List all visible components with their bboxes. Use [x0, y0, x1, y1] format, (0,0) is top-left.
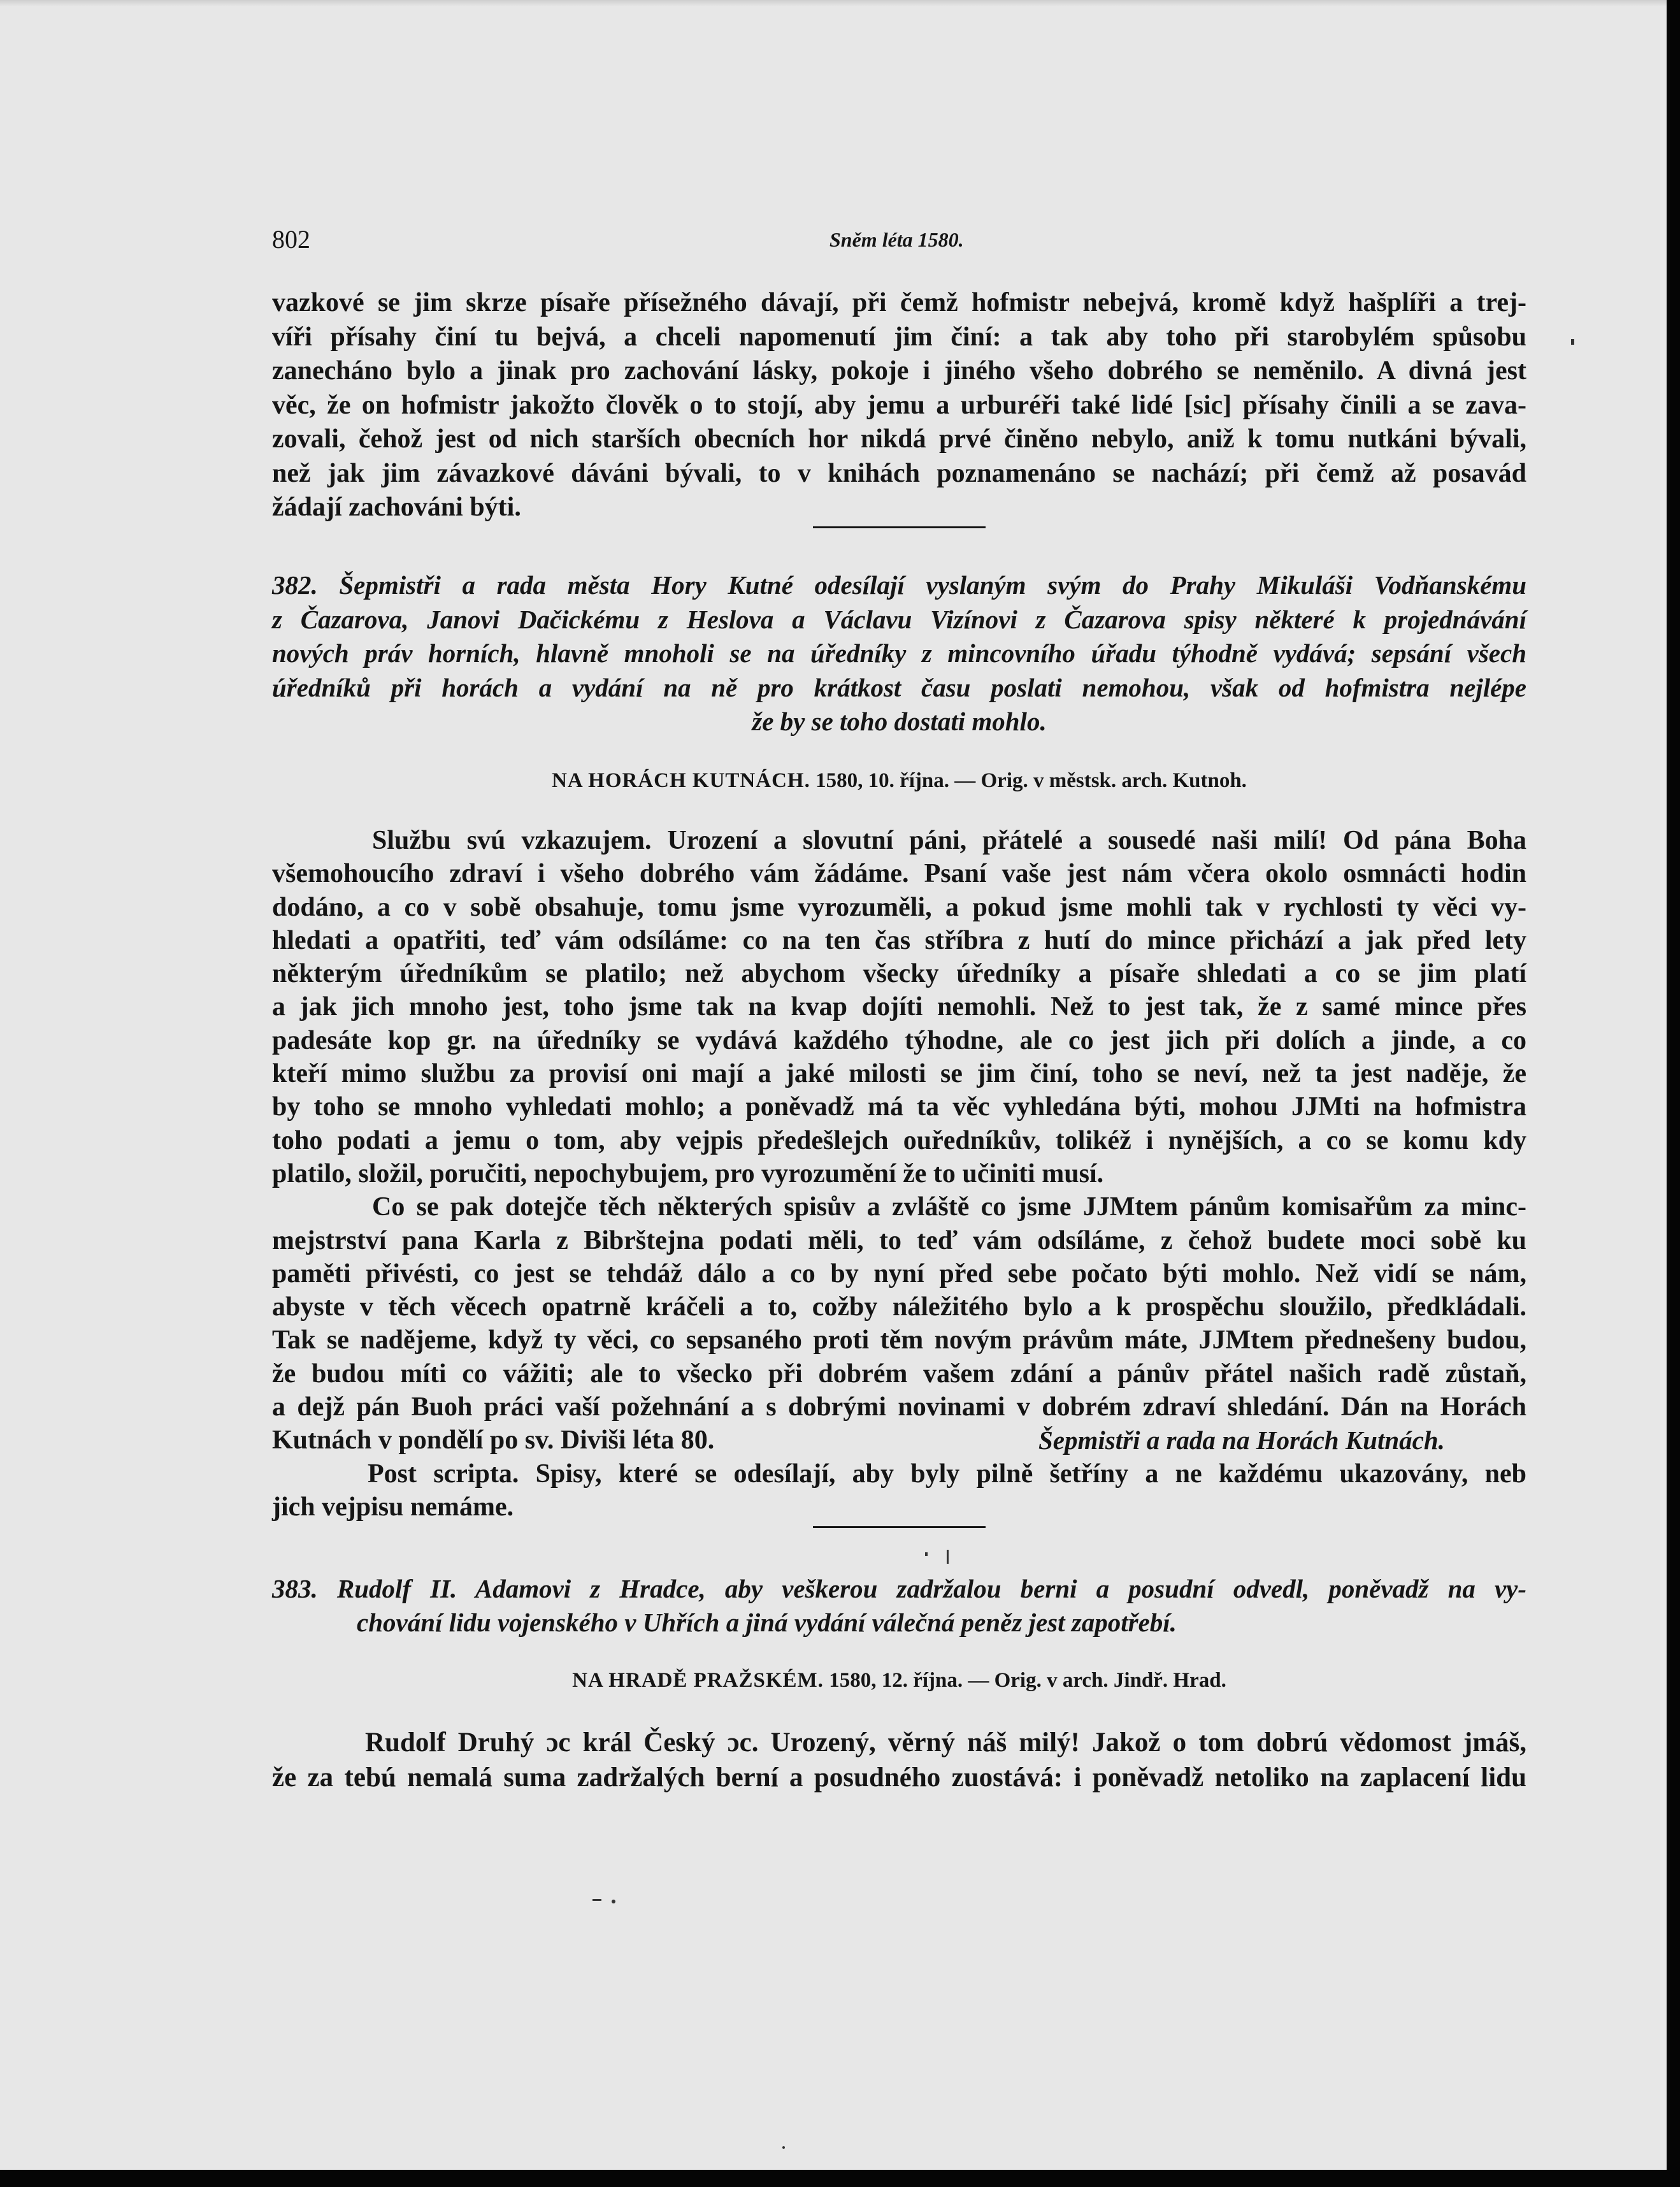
source-date: 1580, 12. října.	[829, 1669, 963, 1692]
text-line: vazkové se jim skrze písaře přísežného dávají, při čemž hofmistr nebejvá, kromě když hašplíři a trej-	[272, 288, 1526, 317]
text-line: některým úředníkům se platilo; než abychom všecky úředníky a písaře shledati a co se jim platí	[272, 959, 1526, 989]
text-line: paměti přivésti, co jest se tehdáž dálo a co by nyní před sebe počato býti mohlo. Než vidí se nám,	[272, 1259, 1526, 1288]
text-line: hledati a opatřiti, teď vám odsíláme: co na ten čas stříbra z hutí do mince přichází a jak před lety	[272, 925, 1526, 955]
source-date: 1580, 10. října.	[815, 769, 950, 792]
signature: Šepmistři a rada na Horách Kutnách.	[1038, 1426, 1445, 1455]
text-line: zanecháno bylo a jinak pro zachování lásky, pokoje i jiného všeho dobrého se neměnilo. A divná jest	[272, 356, 1526, 386]
document-383-source	[272, 1664, 1526, 1697]
section-divider	[813, 1526, 986, 1528]
text-line: Rudolf Druhý ɔc král Český ɔc. Urozený, věrný náš milý! Jakož o tom dobrú vědomost jmáš,	[365, 1728, 1526, 1758]
document-382-summary	[272, 568, 1526, 739]
text-line: padesáte kop gr. na úředníky se vydává každého týhodne, ale co jest jich při dolích a jinde, a co	[272, 1025, 1526, 1055]
summary-text: Šepmistři a rada města Hory Kutné odesílají vyslaným svým do Prahy Mikuláši Vodňanskému	[339, 570, 1527, 600]
text-line: Službu svú vzkazujem. Urození a slovutní páni, přátelé a sousedé naši milí! Od pána Boha	[372, 826, 1526, 855]
document-383-summary	[272, 1572, 1526, 1640]
text-line: Tak se nadějeme, když ty věci, co sepsaného proti těm novým právům máte, JJMtem přednešeny budou,	[272, 1325, 1526, 1355]
document-383-text	[272, 1725, 1526, 1795]
scan-speck	[947, 1550, 949, 1564]
dating-text: Kutnách v pondělí po sv. Diviši léta 80.	[272, 1426, 715, 1455]
scan-border-right	[1667, 0, 1680, 2187]
text-line: Co se pak dotejče těch některých spisův a zvláště co jsme JJMtem pánům komisařům za minc-	[372, 1192, 1526, 1222]
running-title: Sněm léta 1580.	[829, 228, 964, 251]
text-line: kteří mimo službu za provisí oni mají a jaké milosti se jim činí, toho se neví, než ta jest naděje, že	[272, 1059, 1526, 1089]
text-line: víři přísahy činí tu bejvá, a chceli napomenutí jim činí: a tak aby toho při starobylém spůsobu	[272, 322, 1526, 352]
scan-border-bottom	[0, 2170, 1680, 2187]
source-place: NA HORÁCH KUTNÁCH.	[552, 769, 810, 792]
text-line: platilo, složil, poručiti, nepochybujem, pro vyrozumění že to učiniti musí.	[272, 1158, 1104, 1188]
scan-speck	[925, 1552, 928, 1556]
scan-speck	[612, 1900, 615, 1903]
text-line: že budou míti co vážiti; ale to všecko při dobrém vašem zdání a pánův přátel našich radě zůstaň,	[272, 1359, 1526, 1389]
text-line: věc, že on hofmistr jakožto člověk o to stojí, aby jemu a urburéři také lidé [sic] přísahy činili a se zava-	[272, 390, 1526, 420]
text-line: by toho se mnoho vyhledati mohlo; a poněvadž má ta věc vyhledána býti, mohou JJMti na hofmistra	[272, 1092, 1526, 1122]
scan-top-shade	[0, 0, 1680, 6]
text-line: a jak jich mnoho jest, toho jsme tak na kvap dojíti nemohli. Než to jest tak, že z samé mince přes	[272, 992, 1526, 1022]
page-number: 802	[272, 225, 310, 254]
text-line: Post scripta. Spisy, které se odesílají, aby byly pilně šetříny a ne každému ukazovány, neb	[368, 1459, 1526, 1489]
text-line: abyste v těch věcech opatrně kráčeli a to, cožby náležitého bylo a k prospěchu sloužilo, předkládali.	[272, 1292, 1526, 1322]
source-origin: — Orig. v městsk. arch. Kutnoh.	[954, 769, 1247, 792]
scan-speck	[592, 1899, 601, 1901]
source-place: NA HRADĚ PRAŽSKÉM.	[572, 1669, 824, 1692]
text-line: mejstrství pana Karla z Bibrštejna podati měli, to teď vám odsíláme, z čehož budete moci sobě ku	[272, 1225, 1526, 1255]
summary-line: z Čazarova, Janovi Dačickému z Heslova a Václavu Vizínovi z Čazarova spisy některé k projednávání	[272, 604, 1526, 634]
text-line: toho podati a jemu o tom, aby vejpis předešlejch ouředníkův, tolikéž i nynějších, a co se komu kdy	[272, 1125, 1526, 1155]
summary-line: že by se toho dostati mohlo.	[752, 707, 1047, 736]
scan-speck	[1571, 339, 1574, 345]
text-line: žádají zachováni býti.	[272, 493, 521, 522]
summary-text: Rudolf II. Adamovi z Hradce, aby veškerou zadržalou berni a posudní odvedl, poněvadž na vy-	[336, 1574, 1527, 1603]
text-line: dodáno, a co v sobě obsahuje, tomu jsme vyrozuměli, a pokud jsme mohli tak v rychlosti ty věci vy-	[272, 892, 1526, 922]
scan-speck	[782, 2146, 785, 2149]
text-line	[272, 1424, 1526, 1457]
text-line: jich vejpisu nemáme.	[272, 1492, 514, 1522]
summary-line: úředníků při horách a vydání na ně pro krátkost času poslati nemohou, však od hofmistra nejlépe	[272, 672, 1526, 702]
summary-line: chování lidu vojenského v Uhřích a jiná vydání válečná peněz jest zapotřebí.	[357, 1608, 1177, 1637]
text-line: zovali, čehož jest od nich starších obecních hor nikdá prvé činěno nebylo, aniž k tomu nutkáni bývali,	[272, 424, 1526, 454]
source-origin: — Orig. v arch. Jindř. Hrad.	[968, 1669, 1226, 1692]
document-number: 382.	[272, 570, 318, 600]
summary-line	[272, 568, 1526, 603]
continuation-paragraph	[272, 286, 1526, 525]
text-line: než jak jim závazkové dáváni bývali, to v knihách poznamenáno se nachází; při čemž až posavád	[272, 458, 1526, 488]
section-divider	[813, 526, 986, 528]
text-line: že za tebú nemalá suma zadržalých berní a posudného zuostává: i poněvadž netoliko na zaplacení lidu	[272, 1763, 1526, 1793]
text-line: všemohoucího zdraví i všeho dobrého vám žádáme. Psaní vaše jest nám včera okolo osmnácti hodin	[272, 859, 1526, 889]
text-line: a dejž pán Buoh práci vaší požehnání a s dobrými novinami v dobrém zdraví shledání. Dán na Horách	[272, 1392, 1526, 1422]
document-382-text	[272, 824, 1526, 1524]
document-382-source	[272, 764, 1526, 797]
summary-line: nových práv horních, hlavně mnoholi se na úředníky z mincovního úřadu týhodně vydává; sepsání všech	[272, 639, 1526, 668]
summary-line	[272, 1572, 1526, 1606]
document-number: 383.	[272, 1574, 318, 1603]
